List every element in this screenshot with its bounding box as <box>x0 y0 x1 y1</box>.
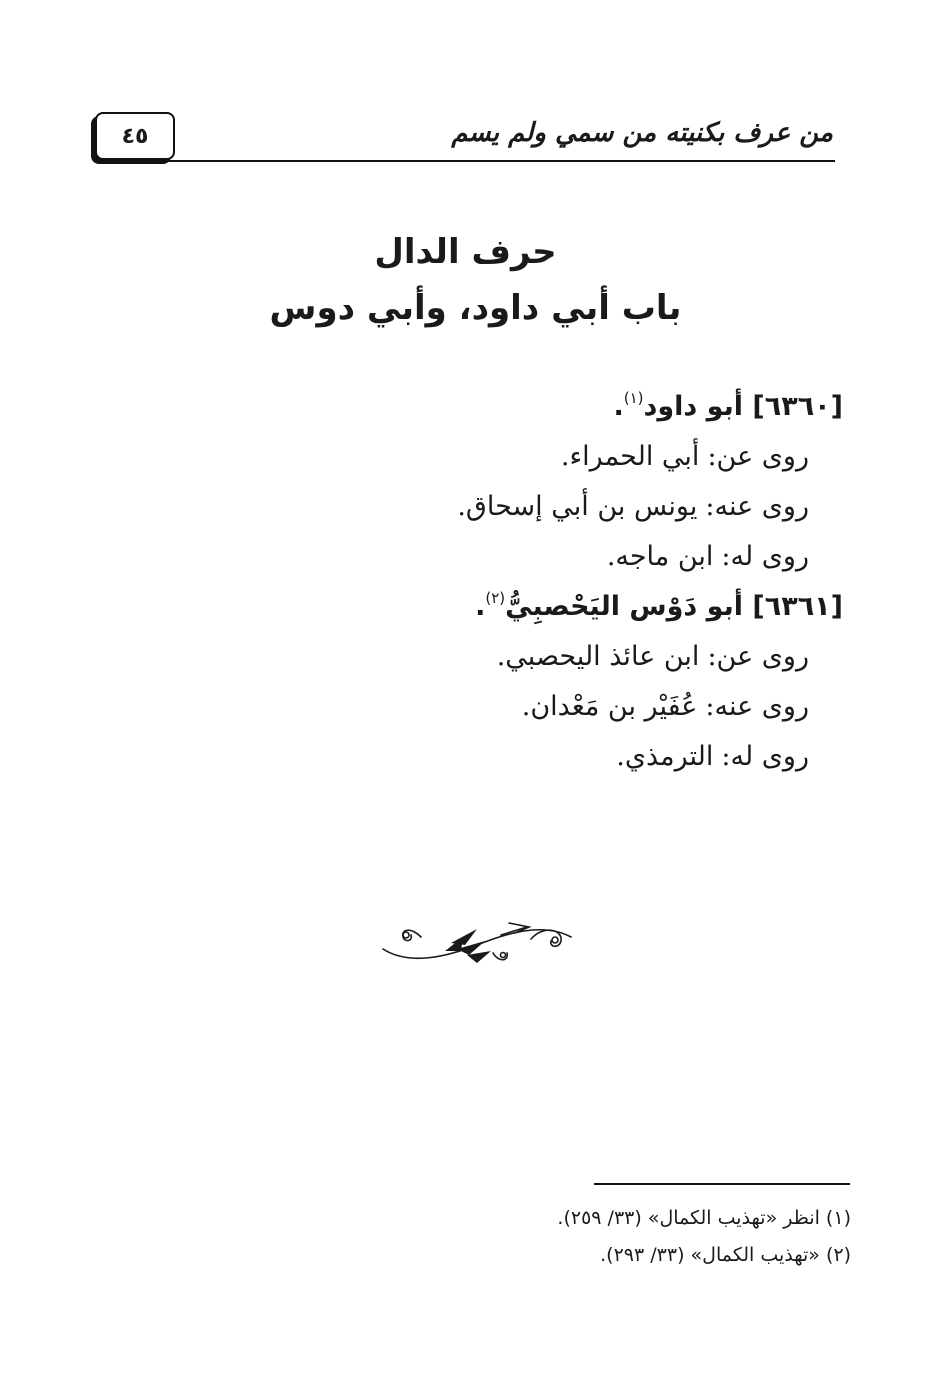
line-value: الترمذي. <box>616 741 714 772</box>
line-value: ابن ماجه. <box>606 541 714 572</box>
running-title: من عرف بكنيته من سمي ولم يسم <box>451 118 833 148</box>
chapter-title: حرف الدال <box>374 232 557 272</box>
entry-number: [٦٣٦٠] <box>752 391 843 422</box>
entry-heading <box>143 582 843 632</box>
line-label: روى عنه: <box>705 691 809 722</box>
floral-ornament-icon <box>381 915 573 971</box>
footnote-item: (٢) «تهذيب الكمال» (٣٣/ ٢٩٣). <box>600 1244 851 1266</box>
line-label: روى له: <box>721 741 809 772</box>
section-title: باب أبي داود، وأبي دوس <box>269 288 682 328</box>
line-value: عُفَيْر بن مَعْدان. <box>521 691 698 722</box>
footnote-divider <box>594 1183 850 1185</box>
line-label: روى عن: <box>707 641 809 672</box>
page-number: ٤٥ <box>95 112 175 160</box>
narrated-from-line <box>143 632 843 682</box>
cited-by-line <box>143 532 843 582</box>
footnote-item: (١) انظر «تهذيب الكمال» (٣٣/ ٢٥٩). <box>557 1207 851 1229</box>
line-value: يونس بن أبي إسحاق. <box>457 491 698 522</box>
entry-name: أبو دَوْس اليَحْصبِيُّ <box>505 591 743 622</box>
narrated-by-line <box>143 482 843 532</box>
footnote-reference[interactable]: (٢) <box>485 589 506 607</box>
entry-end-mark: . <box>613 391 624 422</box>
footnote-reference[interactable]: (١) <box>623 389 644 407</box>
entry-heading <box>143 382 843 432</box>
line-value: ابن عائذ اليحصبي. <box>496 641 700 672</box>
line-label: روى له: <box>721 541 809 572</box>
entry-number: [٦٣٦١] <box>752 591 843 622</box>
entries-list <box>143 382 843 782</box>
entry-end-mark: . <box>475 591 486 622</box>
footnotes <box>351 1200 851 1274</box>
entry-name: أبو داود <box>643 391 743 422</box>
line-label: روى عنه: <box>705 491 809 522</box>
narrated-by-line <box>143 682 843 732</box>
narrated-from-line <box>143 432 843 482</box>
header-divider <box>95 160 835 162</box>
line-value: أبي الحمراء. <box>560 441 700 472</box>
cited-by-line <box>143 732 843 782</box>
line-label: روى عن: <box>707 441 809 472</box>
